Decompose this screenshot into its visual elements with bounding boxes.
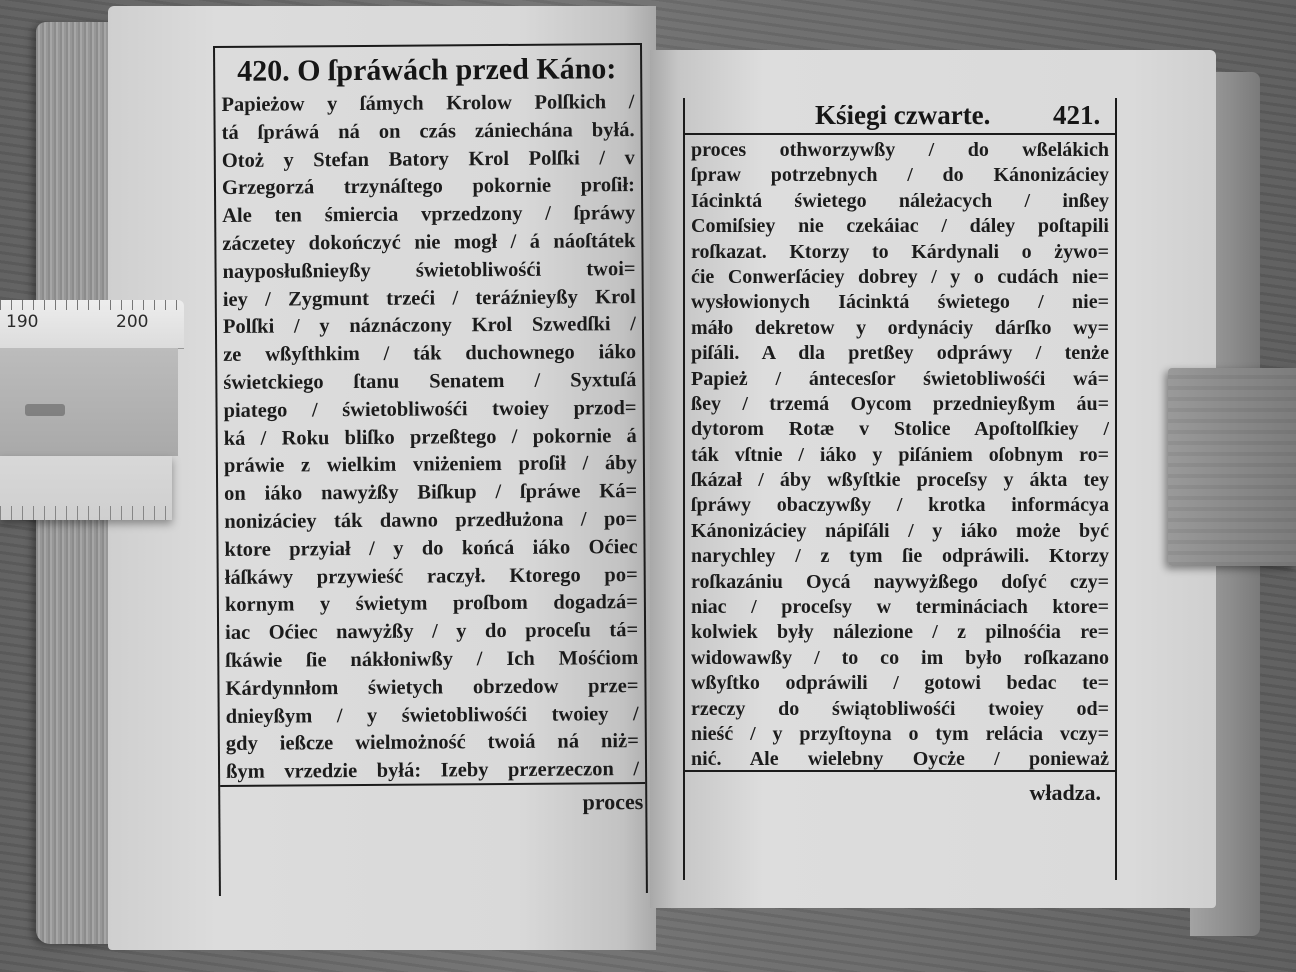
- ruler-bottom-face: [0, 456, 172, 520]
- text-line: dnieyßym / y świetobliwośći twoiey /: [225, 702, 639, 728]
- text-line: kornym y świetym proſbom dogadzá=: [224, 591, 638, 617]
- text-line: ſkáwie ſie nákłoniwßy / Ich Mośćiom: [225, 646, 639, 672]
- text-line: záczetey dokończyć nie mogł / á náoſtátek: [222, 230, 636, 255]
- text-line: dytorom Rotæ v Stolice Apoſtolſkiey /: [691, 418, 1109, 441]
- text-line: widowawßy / to co im było roſkazano: [691, 646, 1109, 669]
- text-line: Papieżow y ſámych Krolow Polſkich /: [221, 91, 635, 116]
- ruler-bottom-ticks: [0, 506, 172, 520]
- text-line: Polſki / y náznáczony Krol Szwedſki /: [222, 313, 637, 339]
- text-line: ktore przyiał / y do końcá iáko Oćiec: [224, 535, 638, 561]
- right-bottom-rule: [685, 770, 1115, 772]
- text-line: Comiſsiey nie czekáiac / dáley poſtapili: [691, 215, 1109, 238]
- text-line: ſpráwy obaczywßy / krotka informácya: [691, 494, 1109, 517]
- text-line: proces othworzywßy / do wßelákich: [691, 139, 1109, 161]
- right-text-frame: [683, 98, 1117, 880]
- text-line: ßey / trzemá Oycom przednieyßym áu=: [691, 392, 1109, 415]
- text-line: iey / Zygmunt trzeći / teráźnieyßy Krol: [222, 285, 636, 311]
- text-line: ćie Conwerſáciey dobrey / y o cudách nie=: [691, 265, 1109, 288]
- text-line: ze wßyſthkim / ták duchownego iáko: [223, 341, 637, 367]
- text-line: ſkázał / áby wßyſtkie proceſsy y ákta tey: [691, 469, 1109, 492]
- text-line: Otoż y Stefan Batory Krol Polſki / v: [221, 146, 635, 172]
- right-header-rule: [685, 133, 1115, 135]
- text-line: piatego / świetobliwośći twoiey przod=: [223, 396, 637, 422]
- text-line: Iácinktá świetego náleżacych / inßey: [691, 189, 1109, 212]
- text-line: ſpraw potrzebnych / do Kánonizáciey: [691, 164, 1109, 187]
- text-line: Papież / ántecesſor świetobliwośći wá=: [691, 367, 1109, 390]
- text-line: narychley / z tym ſie odpráwili. Ktorzy: [691, 545, 1109, 568]
- text-line: práwie z wielkim vniżeniem proſił / áby: [223, 452, 638, 478]
- text-line: roſkazániu Oycá naywyżßego doſyć czy=: [691, 570, 1109, 593]
- left-catchword: proces: [582, 789, 644, 815]
- text-line: nonizáciey ták dawno przedłużona / po=: [224, 508, 638, 533]
- text-line: kolwiek były nálezione / z pilnośćia re=: [691, 621, 1109, 644]
- running-title: Kśiegi czwarte.: [815, 100, 991, 130]
- text-line: gdy ießcze wielmożność twoiá ná niż=: [225, 730, 639, 756]
- left-page-header: 420. O ſpráwách przed Káno:: [237, 52, 617, 88]
- text-line: Kánonizáciey nápiſáli / y iáko może być: [691, 519, 1109, 542]
- text-line: máło dekretow y ordynáciy dárſko wy=: [691, 316, 1109, 339]
- ruler-top-face: [0, 300, 184, 348]
- text-line: nayposłußnieyßy świetobliwośći twoi=: [222, 257, 636, 283]
- text-line: rzeczy do świątobliwośći twoiey od=: [691, 697, 1109, 720]
- text-line: roſkazat. Ktorzy to Kárdynali o żywo=: [691, 240, 1109, 263]
- ruler-ticks: [0, 300, 184, 310]
- text-line: nić. Ale wielebny Oycże / ponieważ: [691, 748, 1109, 771]
- ruler-mark-200: 200: [116, 312, 149, 332]
- text-line: wßyſtko odpráwili / gotowi bedac te=: [691, 672, 1109, 695]
- text-line: Grzegorzá trzynáſtego pokornie proſił:: [221, 174, 636, 200]
- text-line: łáſkáwy przywieść raczył. Ktorego po=: [224, 563, 638, 589]
- text-line: Ale ten śmiercia vprzedzony / ſpráwy: [222, 202, 636, 228]
- text-line: ták vſtnie / iáko y piſániem oſobnym ro=: [691, 443, 1109, 466]
- wooden-block: [1168, 368, 1296, 566]
- ruler-front-face: [0, 348, 178, 456]
- text-line: Kárdynnłom świetych obrzedow prze=: [225, 674, 639, 700]
- text-line: niac / proceſsy w termináciach ktore=: [691, 596, 1109, 619]
- left-text-block: [221, 89, 639, 787]
- left-text-frame: [213, 43, 648, 896]
- text-line: ká / Roku bliſko przeßtego / pokornie á: [223, 424, 637, 450]
- text-line: piſáli. A dla pretßey odpráwy / tenże: [691, 342, 1109, 365]
- text-line: iac Oćiec nawyżßy / y do proceſu tá=: [225, 619, 639, 645]
- text-line: tá ſpráwá ná on czás zániechána byłá.: [221, 118, 635, 144]
- right-text-block: [691, 138, 1109, 773]
- text-line: nieść / y przyſtoyna o tym relácia vczy=: [691, 722, 1109, 745]
- text-line: wysłowionych Iácinktá świetego / nie=: [691, 291, 1109, 314]
- ruler-mark-190: 190: [6, 312, 39, 332]
- page-number: 421.: [1053, 100, 1101, 130]
- text-line: ßym vrzedzie byłá: Izeby przerzeczon /: [225, 758, 640, 784]
- ruler-label-smudge: [25, 404, 65, 416]
- right-catchword: władza.: [1029, 780, 1101, 805]
- text-line: świetckiego ſtanu Senatem / Syxtuſá: [223, 369, 637, 394]
- text-line: on iáko nawyżßy Biſkup / ſpráwe Ká=: [224, 480, 638, 506]
